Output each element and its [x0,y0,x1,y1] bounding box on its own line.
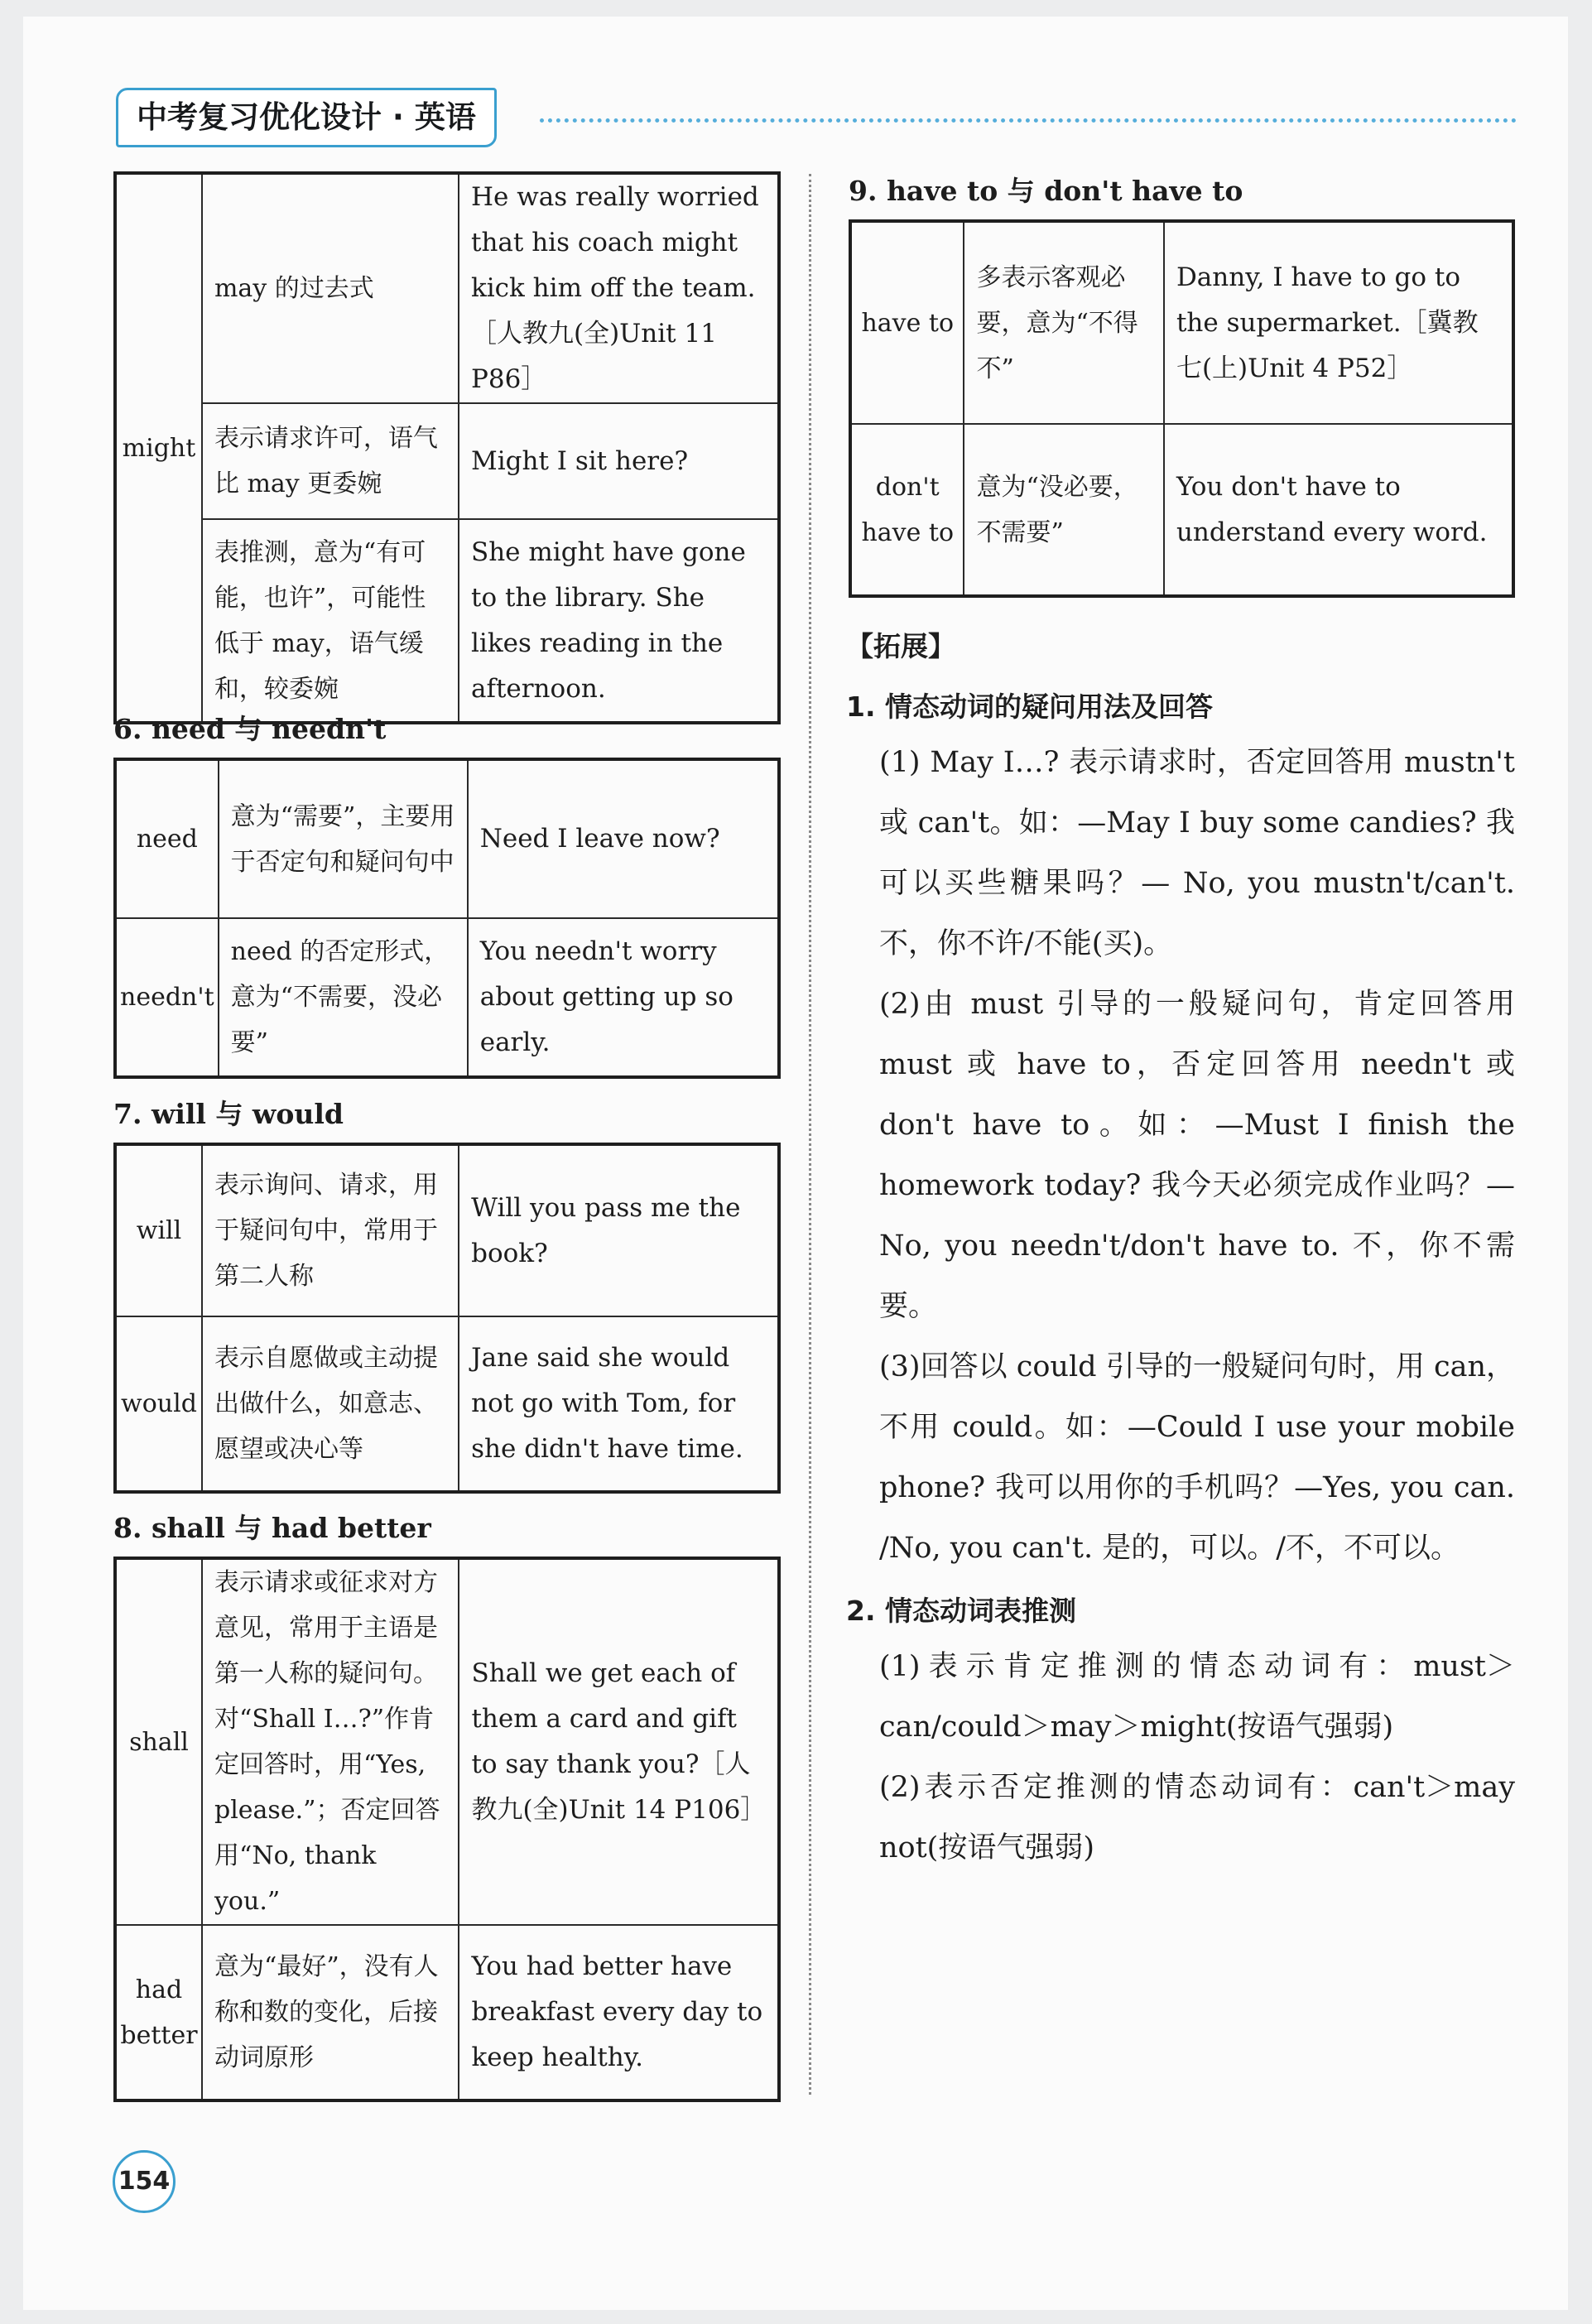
extension-paragraph: (1)表示肯定推测的情态动词有：must＞can/could＞may＞might(按语气强弱) [879,1650,1515,1744]
table-cell-example: Will you pass me the book? [459,1144,779,1316]
table-cell-usage: need 的否定形式，意为“不需要，没必要” [219,918,468,1077]
section-title-8: 8. shall 与 had better [113,1512,431,1544]
will-table [113,1143,781,1494]
extension-paragraph: (1) May I…? 表示请求时，否定回答用 mustn't 或 can't。如：—May I buy some candies? 我可以买些糖果吗？— No, you mustn't/can't. 不，你不许/不能(买)。 [879,746,1515,960]
table-cell-example: Jane said she would not go with Tom, for she didn't have time. [459,1316,779,1492]
table-cell-usage: 表示自愿做或主动提出做什么，如意志、愿望或决心等 [202,1316,459,1492]
table-cell-example: You needn't worry about getting up so early. [468,918,779,1077]
extension-paragraph: (3)回答以 could 引导的一般疑问句时，用 can，不用 could。如：—Could I use your mobile phone? 我可以用你的手机吗？—Yes, you can. /No, you can't. 是的，可以。/不，不可以。 [879,1350,1515,1565]
might-word-cell: might [115,173,202,723]
extension-paragraph: (2)表示否定推测的情态动词有：can't＞may not(按语气强弱) [879,1771,1515,1864]
table-cell-example: Might I sit here? [459,403,779,519]
header-dotted-rule [540,118,1517,123]
table-cell-usage: 多表示客观必要，意为“不得不” [964,221,1164,424]
extension-item-1-title: 1. 情态动词的疑问用法及回答 [846,690,1213,723]
table-cell-usage: may 的过去式 [202,173,459,403]
table-cell-example: You don't have to understand every word. [1164,424,1513,596]
section-title-6: 6. need 与 needn't [113,713,387,745]
page-number: 154 [113,2150,176,2213]
table-cell-word: will [115,1144,202,1316]
section-title-9: 9. have to 与 don't have to [849,175,1243,207]
table-cell-word: don't have to [850,424,964,596]
table-cell-example: She might have gone to the library. She likes reading in the afternoon. [459,519,779,723]
table-cell-example: Shall we get each of them a card and gift to say thank you?［人教九(全)Unit 14 P106］ [459,1558,779,1925]
might-table [113,171,781,724]
table-cell-word: needn't [115,918,219,1077]
table-cell-usage: 表示请求许可，语气比 may 更委婉 [202,403,459,519]
table-cell-usage: 意为“需要”，主要用于否定句和疑问句中 [219,759,468,918]
table-cell-example: You had better have breakfast every day to keep healthy. [459,1925,779,2100]
table-cell-usage: 意为“没必要，不需要” [964,424,1164,596]
table-cell-word: need [115,759,219,918]
table-cell-usage: 表示询问、请求，用于疑问句中，常用于第二人称 [202,1144,459,1316]
column-divider [809,174,811,2095]
table-cell-word: would [115,1316,202,1492]
section-title-7: 7. will 与 would [113,1098,344,1130]
table-cell-word: have to [850,221,964,424]
table-cell-example: He was really worried that his coach might kick him off the team.［人教九(全)Unit 11 P86］ [459,173,779,403]
extension-paragraph: (2)由 must 引导的一般疑问句，肯定回答用 must 或 have to，否定回答用 needn't 或 don't have to。如：—Must I finish the homework today? 我今天必须完成作业吗？—No, you needn't/don't have to. 不，你不需要。 [879,988,1515,1323]
header-title: 中考复习优化设计 · 英语 [116,88,497,147]
extension-item-1-body [879,733,1515,1579]
extension-item-2-title: 2. 情态动词表推测 [846,1595,1076,1627]
table-cell-usage: 表示请求或征求对方意见，常用于主语是第一人称的疑问句。对“Shall I…?”作肯定回答时，用“Yes, please.”；否定回答用“No, thank you.” [202,1558,459,1925]
table-cell-example: Danny, I have to go to the supermarket.［冀教七(上)Unit 4 P52］ [1164,221,1513,424]
shall-table [113,1557,781,2102]
extension-item-2-body [879,1637,1515,1879]
table-cell-word: had better [115,1925,202,2100]
page-header [116,88,1523,146]
table-cell-word: shall [115,1558,202,1925]
need-table [113,758,781,1079]
table-cell-usage: 意为“最好”，没有人称和数的变化，后接动词原形 [202,1925,459,2100]
table-cell-example: Need I leave now? [468,759,779,918]
table-cell-usage: 表推测，意为“有可能，也许”，可能性低于 may，语气缓和，较委婉 [202,519,459,723]
extension-label: 【拓展】 [846,630,955,662]
have-to-table [849,219,1515,598]
